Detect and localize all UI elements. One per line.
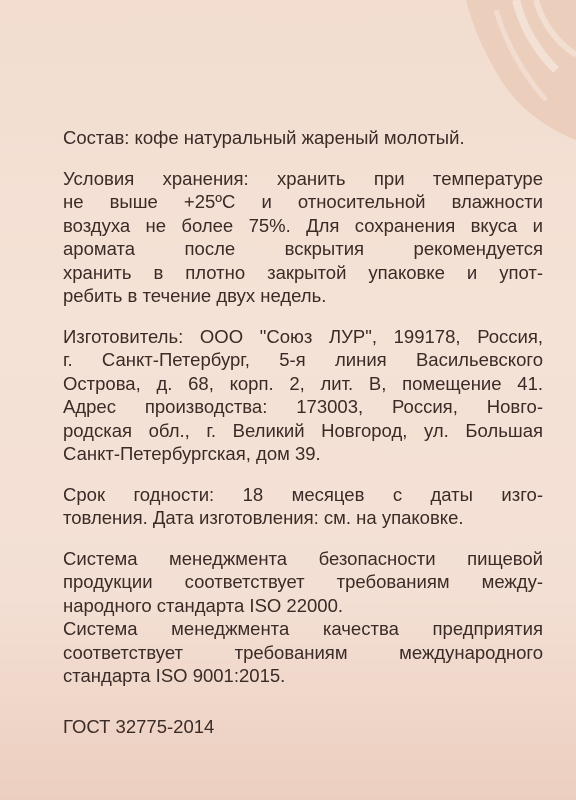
shelf-life-section [63,483,543,530]
shelf-life-line: Срок годности: 18 месяцев с даты изго- [63,483,543,505]
gost-standard: ГОСТ 32775-2014 [63,715,215,737]
label-text-panel [63,126,543,738]
certification-section [63,547,543,688]
manufacturer-line: Санкт-Петербургская, дом 39. [63,443,321,464]
manufacturer-line: Острова, д. 68, корп. 2, лит. В, помещение 41. [63,372,543,394]
manufacturer-line: г. Санкт-Петербург, 5-я линия Васильевского [63,349,543,370]
storage-line: ребить в течение двух недель. [63,285,327,306]
certification-line: продукции соответствует требованиям между- [63,571,543,592]
certification-line: Система менеджмента качества предприятия [63,618,543,639]
manufacturer-line: Адрес производства: 173003, Россия, Новго- [63,396,543,417]
shelf-life-line: товления. Дата изготовления: см. на упаковке. [63,507,464,528]
manufacturer-line: Изготовитель: ООО "Союз ЛУР", 199178, Россия, [63,325,543,347]
certification-line: стандарта ISO 9001:2015. [63,665,286,686]
storage-line: аромата после вскрытия рекомендуется [63,238,543,259]
manufacturer-line: родская обл., г. Великий Новгород, ул. Большая [63,419,543,441]
storage-line: хранить в плотно закрытой упаковке и упот- [63,261,543,283]
decorative-pattern [406,0,576,140]
composition-line: Состав: кофе натуральный жареный молотый. [63,127,465,148]
manufacturer-section [63,325,543,466]
certification-line: Система менеджмента безопасности пищевой [63,547,543,569]
storage-section [63,167,543,308]
storage-line: воздуха не более 75%. Для сохранения вкуса и [63,214,543,236]
storage-line: не выше +25ºС и относительной влажности [63,191,543,212]
composition-section [63,126,543,150]
certification-line: народного стандарта ISO 22000. [63,594,344,616]
certification-line: соответствует требованиям международного [63,641,543,663]
storage-line: Условия хранения: хранить при температуре [63,167,543,189]
